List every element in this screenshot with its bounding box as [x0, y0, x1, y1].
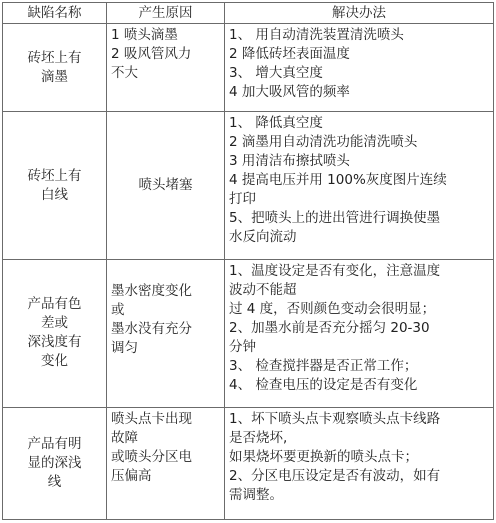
defect-name-line: 砖坯上有 [27, 167, 82, 184]
solution-line: 1、温度设定是否有变化，注意温度 [229, 263, 441, 280]
header-cause: 产生原因 [107, 3, 225, 24]
defect-name-line: 滴墨 [41, 68, 68, 85]
solution-line: 水反向流动 [229, 229, 297, 246]
solution-line: 分钟 [229, 339, 256, 356]
solution-line: 2 滴墨用自动清洗功能清洗喷头 [229, 134, 418, 151]
header-solution: 解决办法 [225, 3, 494, 24]
cause-line: 压偏高 [111, 467, 152, 484]
solution-line: 1、 降低真空度 [229, 115, 323, 132]
cause-cell [107, 407, 225, 519]
solution-line: 需调整。 [229, 486, 283, 503]
solution-cell [225, 24, 494, 112]
cause-line: 墨水没有充分 [111, 321, 192, 338]
cause-cell [107, 260, 225, 408]
defect-name-cell [3, 112, 107, 260]
defect-name-line: 深浅度有 [27, 334, 82, 351]
defect-name-line: 砖坯上有 [27, 49, 82, 66]
table-row [3, 112, 494, 260]
solution-line: 4 提高电压并用 100%灰度图片连续 [229, 172, 447, 189]
solution-line: 1、 用自动清洗装置清洗喷头 [229, 27, 404, 43]
table-row [3, 407, 494, 519]
cause-line: 故障 [111, 429, 138, 446]
cause-line: 喷头点卡出现 [111, 410, 192, 427]
cause-line: 或喷头分区电 [111, 448, 192, 465]
defect-name-cell [3, 24, 107, 112]
cause-line: 墨水密度变化 [111, 283, 192, 300]
solution-line: 5、把喷头上的进出管进行调换使墨 [229, 210, 441, 227]
solution-line: 3、 增大真空度 [229, 65, 323, 81]
defect-name-line: 显的深浅 [27, 454, 82, 471]
defect-name-line: 产品有色 [27, 296, 82, 313]
defect-name-line: 产品有明 [27, 435, 82, 452]
defect-name-line: 白线 [41, 186, 68, 203]
solution-line: 是否烧坏, [229, 429, 288, 446]
table-row [3, 260, 494, 408]
solution-line: 2 降低砖坯表面温度 [229, 46, 350, 62]
solution-line: 如果烧坏要更换新的喷头点卡； [229, 448, 418, 465]
solution-line: 4、 检查电压的设定是否有变化 [229, 377, 418, 394]
cause-line: 不大 [111, 65, 138, 81]
defect-name-line: 线 [47, 473, 62, 490]
cause-line: 1 喷头滴墨 [111, 27, 178, 43]
defect-name-line: 差或 [41, 315, 68, 332]
solution-line: 打印 [229, 191, 256, 208]
solution-cell [225, 112, 494, 260]
cause-line: 喷头堵塞 [138, 177, 193, 194]
cause-line: 调匀 [111, 340, 138, 357]
solution-line: 3 用清洁布擦拭喷头 [229, 153, 350, 170]
table-row [3, 24, 494, 112]
cause-line: 或 [111, 302, 125, 319]
solution-line: 2、分区电压设定是否有波动，如有 [229, 467, 441, 484]
solution-line: 波动不能超 [229, 282, 297, 299]
solution-line: 4 加大吸风管的频率 [229, 84, 350, 100]
solution-cell [225, 407, 494, 519]
cause-line: 2 吸风管风力 [111, 46, 192, 62]
header-row [3, 3, 494, 24]
defect-name-cell [3, 260, 107, 408]
header-defect-name: 缺陷名称 [3, 3, 107, 24]
solution-line: 过 4 度，否则颜色变动会很明显； [229, 301, 436, 318]
solution-line: 3、 检查搅拌器是否正常工作； [229, 358, 418, 375]
defect-name-cell [3, 407, 107, 519]
defect-table [2, 2, 494, 520]
defect-name-line: 变化 [41, 353, 68, 370]
cause-cell [107, 24, 225, 112]
solution-line: 1、坏下喷头点卡观察喷头点卡线路 [229, 410, 441, 427]
solution-line: 2、加墨水前是否充分摇匀 20-30 [229, 320, 430, 337]
cause-cell [107, 112, 225, 260]
solution-cell [225, 260, 494, 408]
